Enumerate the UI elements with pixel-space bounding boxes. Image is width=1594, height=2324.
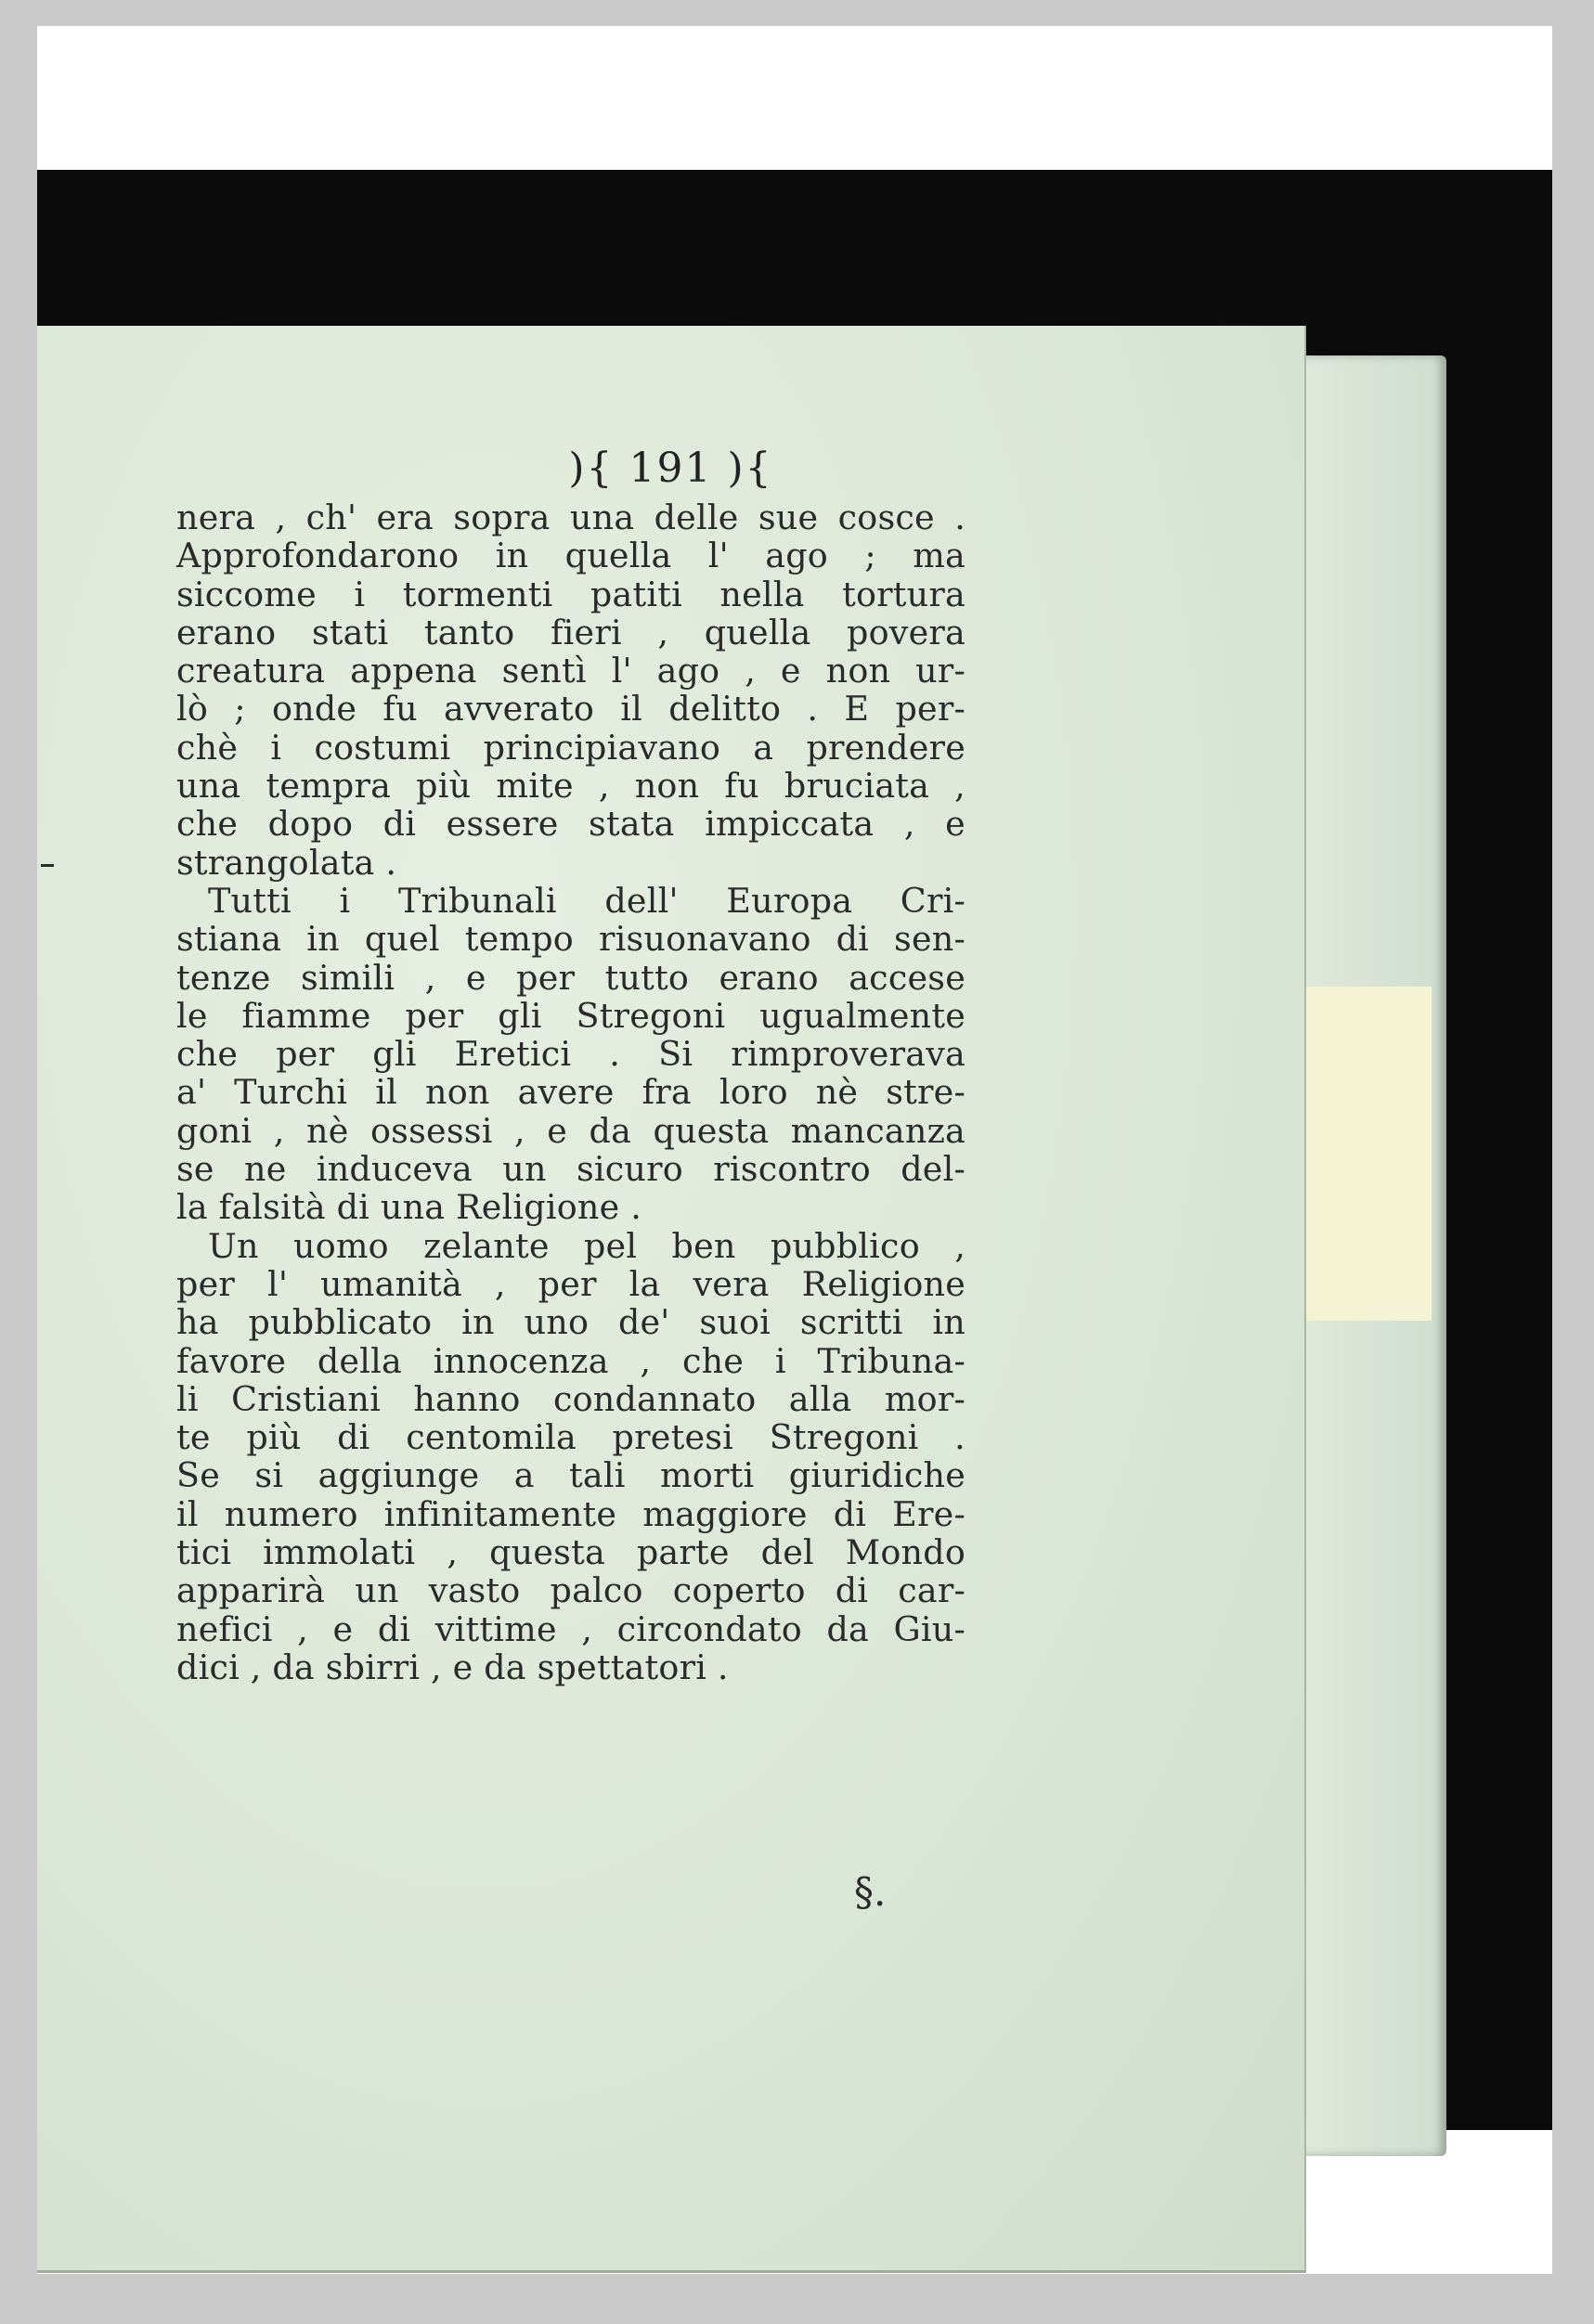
section-mark: §. — [854, 1869, 887, 1915]
text-line: tenze simili , e per tutto erano accese — [176, 957, 965, 998]
paper-strip — [1292, 987, 1432, 1321]
text-line: se ne induceva un sicuro riscontro del- — [176, 1149, 965, 1190]
text-line: favore della innocenza , che i Tribuna- — [176, 1340, 965, 1381]
text-line: il numero infinitamente maggiore di Ere- — [176, 1493, 965, 1534]
text-line: stiana in quel tempo risuonavano di sen- — [176, 919, 965, 960]
text-line: a' Turchi il non avere fra loro nè stre- — [176, 1072, 965, 1113]
book-page — [37, 326, 1306, 2273]
body-text — [176, 498, 965, 1686]
margin-mark — [41, 864, 54, 867]
scan-frame — [37, 26, 1552, 2274]
text-line: tici immolati , questa parte del Mondo — [176, 1532, 965, 1573]
text-line: per l' umanità , per la vera Religione — [176, 1263, 965, 1304]
text-line: che per gli Eretici . Si rimproverava — [176, 1034, 965, 1075]
text-line: Approfondarono in quella l' ago ; ma — [176, 536, 965, 576]
text-line: li Cristiani hanno condannato alla mor- — [176, 1378, 965, 1419]
scan-background — [37, 170, 1552, 2130]
text-line: la falsità di una Religione . — [176, 1187, 641, 1228]
text-line: dici , da sbirri , e da spettatori . — [176, 1646, 729, 1687]
text-line: Tutti i Tribunali dell' Europa Cri- — [208, 880, 965, 921]
text-line: siccome i tormenti patiti nella tortura — [176, 574, 965, 614]
text-line: nefici , e di vittime , circondato da Giu- — [176, 1608, 965, 1649]
text-line: chè i costumi principiavano a prendere — [176, 727, 965, 768]
text-line: Se si aggiunge a tali morti giuridiche — [176, 1455, 965, 1496]
text-line: creatura appena sentì l' ago , e non ur- — [176, 651, 965, 691]
text-line: una tempra più mite , non fu bruciata , — [176, 766, 965, 807]
text-line: goni , nè ossessi , e da questa mancanza — [176, 1110, 965, 1151]
text-line: le fiamme per gli Stregoni ugualmente — [176, 995, 965, 1036]
text-line: apparirà un vasto palco coperto di car- — [176, 1570, 965, 1611]
text-line: strangolata . — [176, 842, 397, 883]
text-line: ha pubblicato in uno de' suoi scritti in — [176, 1302, 965, 1343]
page-number: ){ 191 ){ — [568, 445, 773, 492]
text-line: nera , ch' era sopra una delle sue cosce . — [176, 497, 965, 537]
text-line: te più di centomila pretesi Stregoni . — [176, 1417, 965, 1458]
text-line: che dopo di essere stata impiccata , e — [176, 804, 965, 845]
text-line: lò ; onde fu avverato il delitto . E per- — [176, 689, 965, 729]
text-line: Un uomo zelante pel ben pubblico , — [208, 1225, 965, 1266]
page-header — [37, 445, 1304, 493]
text-line: erano stati tanto fieri , quella povera — [176, 612, 965, 652]
